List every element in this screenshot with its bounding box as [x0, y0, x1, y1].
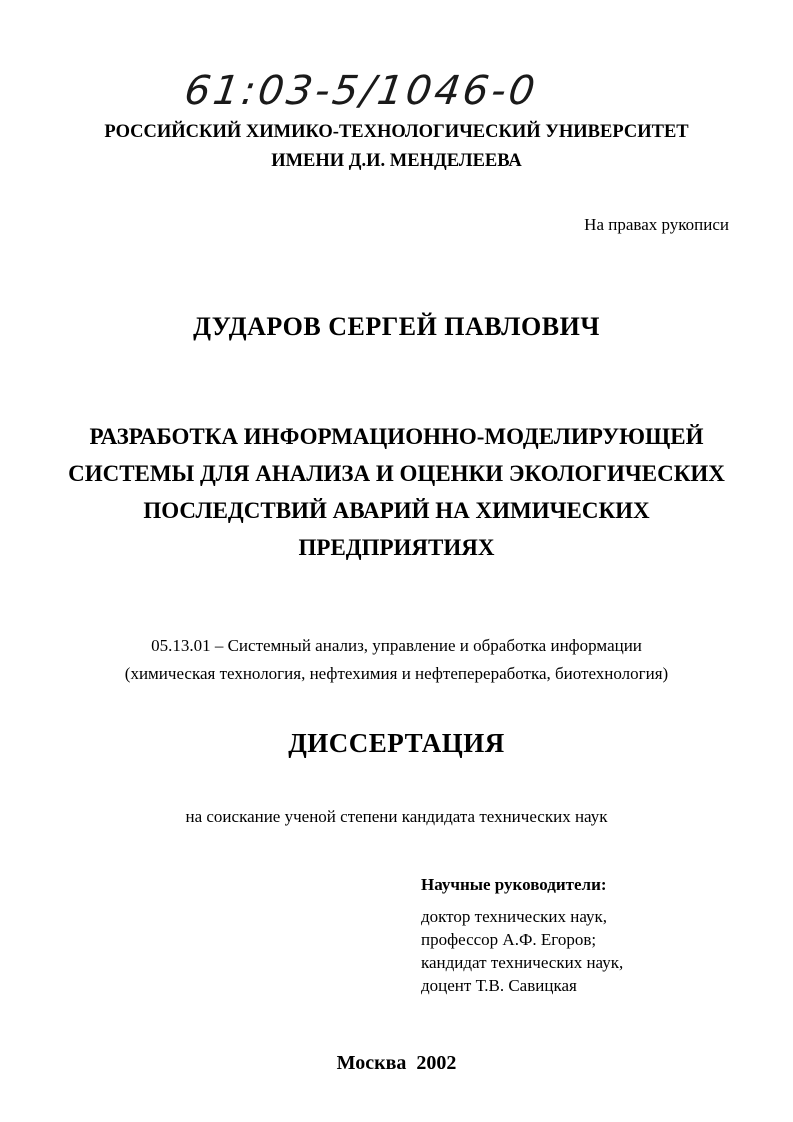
specialty-line-2: (химическая технология, нефтехимия и нефтепереработка, биотехнология)	[124, 664, 669, 683]
supervisor-line: доцент Т.В. Савицкая	[421, 976, 577, 995]
supervisor-line: доктор технических наук,	[421, 907, 608, 926]
document-type: ДИССЕРТАЦИЯ	[288, 728, 505, 758]
title-line: СИСТЕМЫ ДЛЯ АНАЛИЗА И ОЦЕНКИ ЭКОЛОГИЧЕСКИХ	[68, 461, 725, 486]
university-line-1: РОССИЙСКИЙ ХИМИКО-ТЕХНОЛОГИЧЕСКИЙ УНИВЕРСИТЕТ	[104, 122, 689, 142]
specialty	[0, 632, 793, 688]
rights-note: На правах рукописи	[584, 215, 729, 234]
supervisors-block	[421, 873, 623, 997]
degree-statement: на соискание ученой степени кандидата технических наук	[185, 807, 608, 826]
specialty-line-1: 05.13.01 – Системный анализ, управление и обработка информации	[151, 636, 642, 655]
supervisor-line: профессор А.Ф. Егоров;	[421, 930, 597, 949]
handwritten-archive-code: 61:03-5/1046-0	[181, 68, 541, 114]
title-line: РАЗРАБОТКА ИНФОРМАЦИОННО-МОДЕЛИРУЮЩЕЙ	[89, 424, 704, 449]
supervisor-line: кандидат технических наук,	[421, 953, 624, 972]
university-line-2: ИМЕНИ Д.И. МЕНДЕЛЕЕВА	[271, 151, 522, 171]
title-line: ПРЕДПРИЯТИЯХ	[298, 535, 495, 560]
dissertation-title	[0, 418, 793, 566]
university-name	[0, 118, 793, 176]
city-year: Москва 2002	[336, 1052, 457, 1074]
title-line: ПОСЛЕДСТВИЙ АВАРИЙ НА ХИМИЧЕСКИХ	[143, 498, 650, 523]
author-name: ДУДАРОВ СЕРГЕЙ ПАВЛОВИЧ	[193, 312, 600, 341]
supervisors-heading: Научные руководители:	[421, 875, 607, 894]
